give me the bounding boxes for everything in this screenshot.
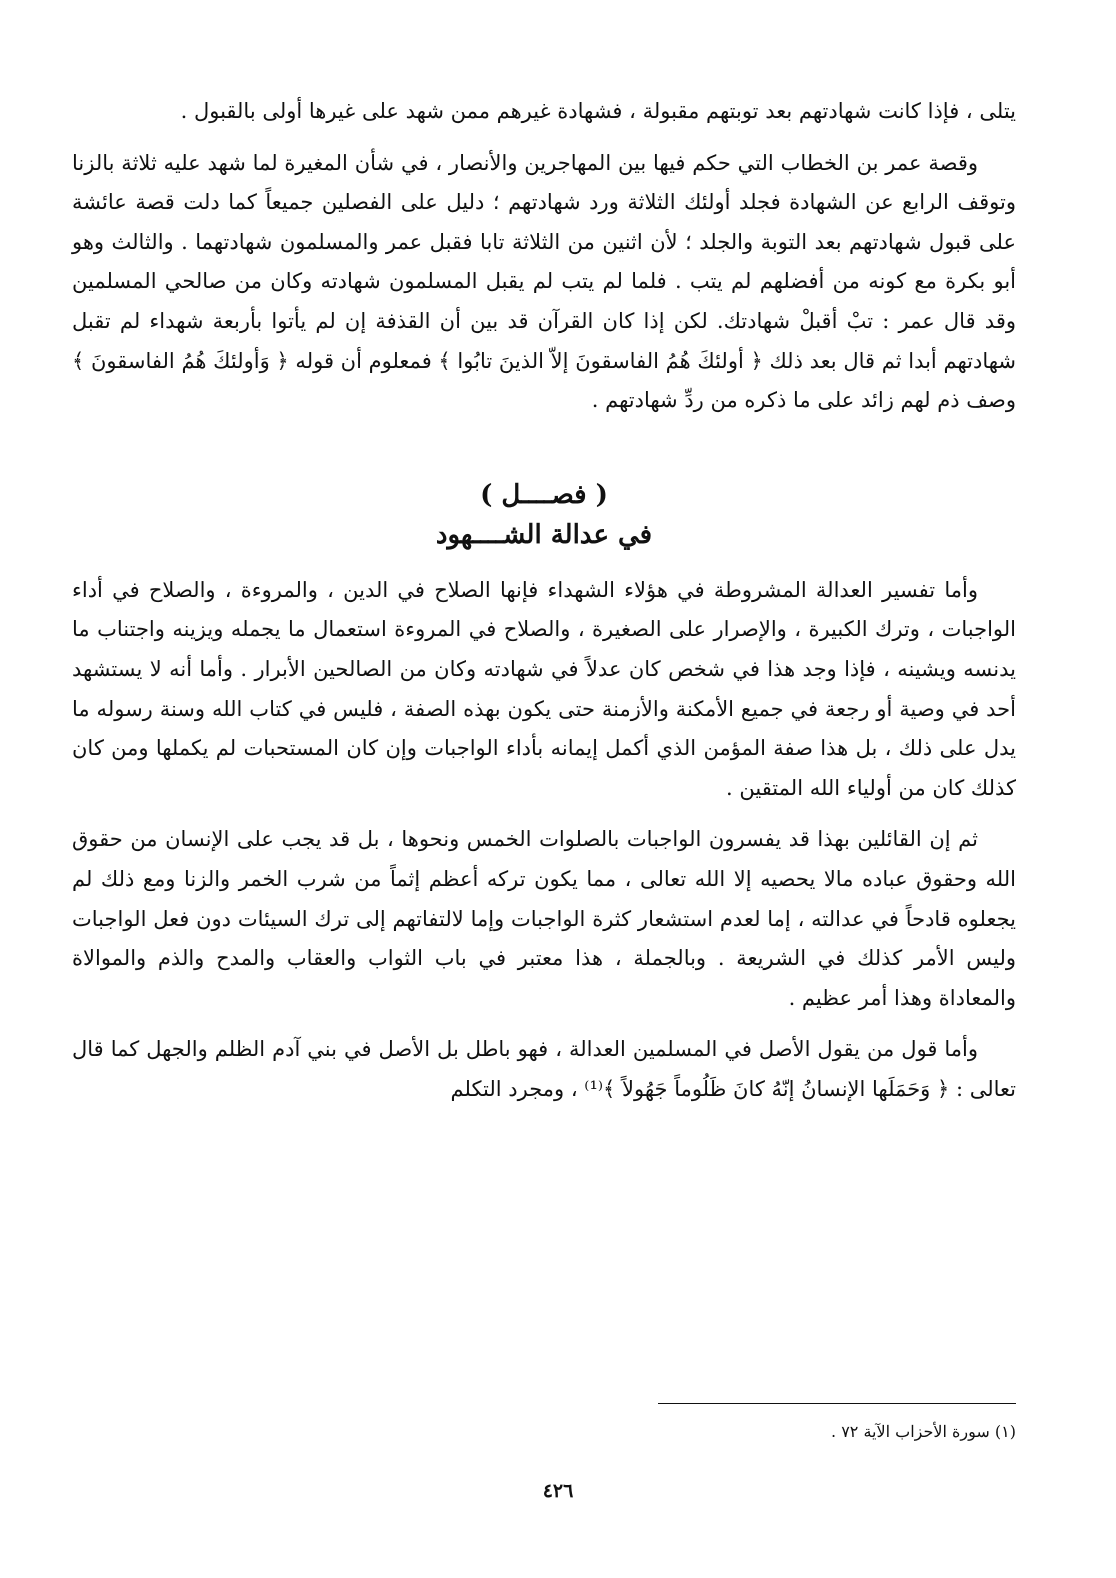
justice-paragraph: وأما تفسير العدالة المشروطة في هؤلاء الشهداء فإنها الصلاح في الدين ، والمروءة ، والصلاح في أداء الواجبات ، وترك الكبيرة ، والإصرار على الصغيرة ، والصلاح في المروءة استعمال ما يجمله ويزينه واجتناب ما يدنسه ويشينه ، فإذا وجد هذا في شخص كان عدلاً في شهادته وكان من الصالحين الأبرار . وأما أنه لا يستشهد أحد في وصية أو رجعة في جميع الأمكنة والأزمنة حتى يكون بهذه الصفة ، فليس في كتاب الله وسنة رسوله ما يدل على ذلك ، بل هذا صفة المؤمن الذي أكمل إيمانه بأداء الواجبات وإن كان المستحبات لم يكملها ومن كان كذلك كان من أولياء الله المتقين . [72, 577, 1016, 800]
section-title: ( فصــــل ) [480, 479, 608, 510]
section-heading [72, 475, 1016, 555]
section-subtitle: في عدالة الشــــهود [435, 519, 653, 550]
final-paragraph: وأما قول من يقول الأصل في المسلمين العدالة ، فهو باطل بل الأصل في بني آدم الظلم والجهل كما قال تعالى : ﴿ وَحَمَلَها الإنسانُ إنّهُ كانَ ظَلُوماً جَهُولاً ﴾⁽¹⁾ ، ومجرد التكلم [72, 1037, 1016, 1101]
story-paragraph: وقصة عمر بن الخطاب التي حكم فيها بين المهاجرين والأنصار ، في شأن المغيرة لما شهد عليه ثلاثة بالزنا وتوقف الرابع عن الشهادة فجلد أولئك الثلاثة ورد شهادتهم ؛ دليل على الفصلين جميعاً كما دلت قصة عائشة على قبول شهادتهم بعد التوبة والجلد ؛ لأن اثنين من الثلاثة تابا فقبل عمر والمسلمون شهادتهما . والثالث وهو أبو بكرة مع كونه من أفضلهم لم يتب . فلما لم يتب لم يقبل المسلمون شهادته وكان من صالحي المسلمين وقد قال عمر : تبْ أقبلْ شهادتك. لكن إذا كان القرآن قد بين أن القذفة إن لم يأتوا بأربعة شهداء لم تقبل شهادتهم أبدا ثم قال بعد ذلك ﴿ أولئكَ هُمُ الفاسقونَ إلاّ الذينَ تابُوا ﴾ فمعلوم أن قوله ﴿ وَأولئكَ هُمُ الفاسقونَ ﴾ وصف ذم لهم زائد على ما ذكره من ردِّ شهادتهم . [72, 150, 1017, 413]
footnote-divider [658, 1403, 1016, 1404]
section-gap [72, 421, 1016, 475]
paragraph-gap [72, 1018, 1016, 1030]
book-page [72, 92, 1016, 1578]
page-number: ٤٢٦ [542, 1480, 574, 1502]
obligations-paragraph: ثم إن القائلين بهذا قد يفسرون الواجبات بالصلوات الخمس ونحوها ، بل قد يجب على الإنسان من حقوق الله وحقوق عباده مالا يحصيه إلا الله تعالى ، مما يكون تركه أعظم إثماً من شرب الخمر والزنا ومع ذلك لم يجعلوه قادحاً في عدالته ، إما لعدم استشعار كثرة الواجبات وإما لالتفاتهم إلى ترك السيئات دون فعل الواجبات وليس الأمر كذلك في الشريعة . وبالجملة ، هذا معتبر في باب الثواب والعقاب والمدح والذم والموالاة والمعاداة وهذا أمر عظيم . [72, 827, 1016, 1010]
paragraph-gap [72, 132, 1016, 144]
footnote: (١) سورة الأحزاب الآية ٧٢ . [831, 1422, 1016, 1441]
top-paragraph: يتلى ، فإذا كانت شهادتهم بعد توبتهم مقبولة ، فشهادة غيرهم ممن شهد على غيرها أولى بالقبول . [180, 99, 1016, 123]
paragraph-gap [72, 808, 1016, 820]
